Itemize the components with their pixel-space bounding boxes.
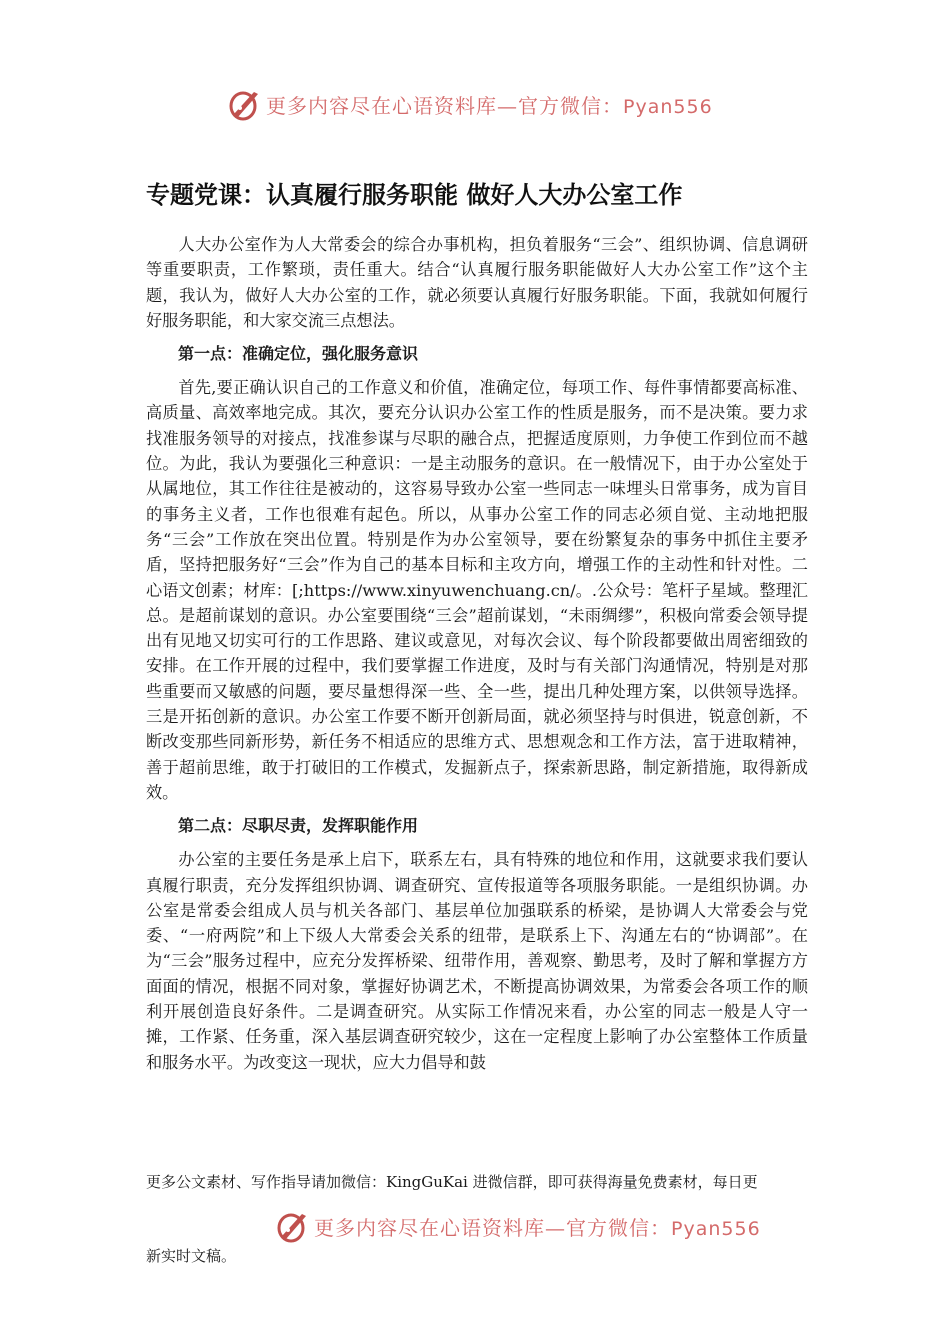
brush-circle-logo-icon [276, 1206, 310, 1246]
document-body [146, 232, 808, 1083]
banner-text: 更多内容尽在心语资料库—官方微信：Pyan556 [314, 1215, 761, 1240]
brush-circle-logo-icon [228, 84, 262, 124]
paragraph-section-2: 办公室的主要任务是承上启下，联系左右，具有特殊的地位和作用，这就要求我们要认真履行职责，充分发挥组织协调、调查研究、宣传报道等各项服务职能。一是组织协调。办公室是常委会组成人员与机关各部门、基层单位加强联系的桥梁，是协调人大常委会与党委、“一府两院”和上下级人大常委会关系的纽带，是联系上下、沟通左右的“协调部”。在为“三会”服务过程中，应充分发挥桥梁、纽带作用，善观察、勤思考，及时了解和掌握方方面面的情况，根据不同对象，掌握好协调艺术，不断提高协调效果，为常委会各项工作的顺利开展创造良好条件。二是调查研究。从实际工作情况来看，办公室的同志一般是人守一摊，工作紧、任务重，深入基层调查研究较少，这在一定程度上影响了办公室整体工作质量和服务水平。为改变这一现状，应大力倡导和鼓 [146, 850, 808, 1072]
document-title: 专题党课：认真履行服务职能 做好人大办公室工作 [146, 181, 683, 209]
bottom-watermark-banner [0, 1204, 950, 1248]
footer-promo-line: 更多公文素材、写作指导请加微信：KingGuKai 进微信群，即可获得海量免费素材，每日更 [146, 1173, 758, 1191]
top-watermark-banner [0, 82, 950, 126]
section-heading-1: 第一点：准确定位，强化服务意识 [178, 344, 419, 364]
section-heading-2: 第二点：尽职尽责，发挥职能作用 [178, 816, 419, 836]
paragraph-intro: 人大办公室作为人大常委会的综合办事机构，担负着服务“三会”、组织协调、信息调研等重要职责，工作繁琐，责任重大。结合“认真履行服务职能做好人大办公室工作”这个主题，我认为，做好人大办公室的工作，就必须要认真履行好服务职能。下面，我就如何履行好服务职能，和大家交流三点想法。 [146, 235, 808, 330]
paragraph-section-1: 首先,要正确认识自己的工作意义和价值，准确定位，每项工作、每件事情都要高标准、高质量、高效率地完成。其次，要充分认识办公室工作的性质是服务，而不是决策。要力求找准服务领导的对接点，找准参谋与尽职的融合点，把握适度原则，力争使工作到位而不越位。为此，我认为要强化三种意识：一是主动服务的意识。在一般情况下，由于办公室处于从属地位，其工作往往是被动的，这容易导致办公室一些同志一味埋头日常事务，成为盲目的事务主义者，工作也很难有起色。所以，从事办公室工作的同志必须自觉、主动地把服务“三会”工作放在突出位置。特别是作为办公室领导，要在纷繁复杂的事务中抓住主要矛盾，坚持把服务好“三会”作为自己的基本目标和主攻方向，增强工作的主动性和针对性。二心语文创素；材库：[;https://www.xinyuwenchuang.cn/。.公众号：笔杆子星域。整理汇总。是超前谋划的意识。办公室要围绕“三会”超前谋划，“未雨绸缪”，积极向常委会领导提出有见地又切实可行的工作思路、建议或意见，对每次会议、每个阶段都要做出周密细致的安排。在工作开展的过程中，我们要掌握工作进度，及时与有关部门沟通情况，特别是对那些重要而又敏感的问题，要尽量想得深一些、全一些，提出几种处理方案，以供领导选择。三是开拓创新的意识。办公室工作要不断开创新局面，就必须坚持与时俱进，锐意创新，不断改变那些同新形势，新任务不相适应的思维方式、思想观念和工作方法，富于进取精神，善于超前思维，敢于打破旧的工作模式，发掘新点子，探索新思路，制定新措施，取得新成效。 [146, 378, 808, 802]
footer-promo-line-continued: 新实时文稿。 [146, 1247, 237, 1265]
banner-text: 更多内容尽在心语资料库—官方微信：Pyan556 [266, 93, 713, 118]
